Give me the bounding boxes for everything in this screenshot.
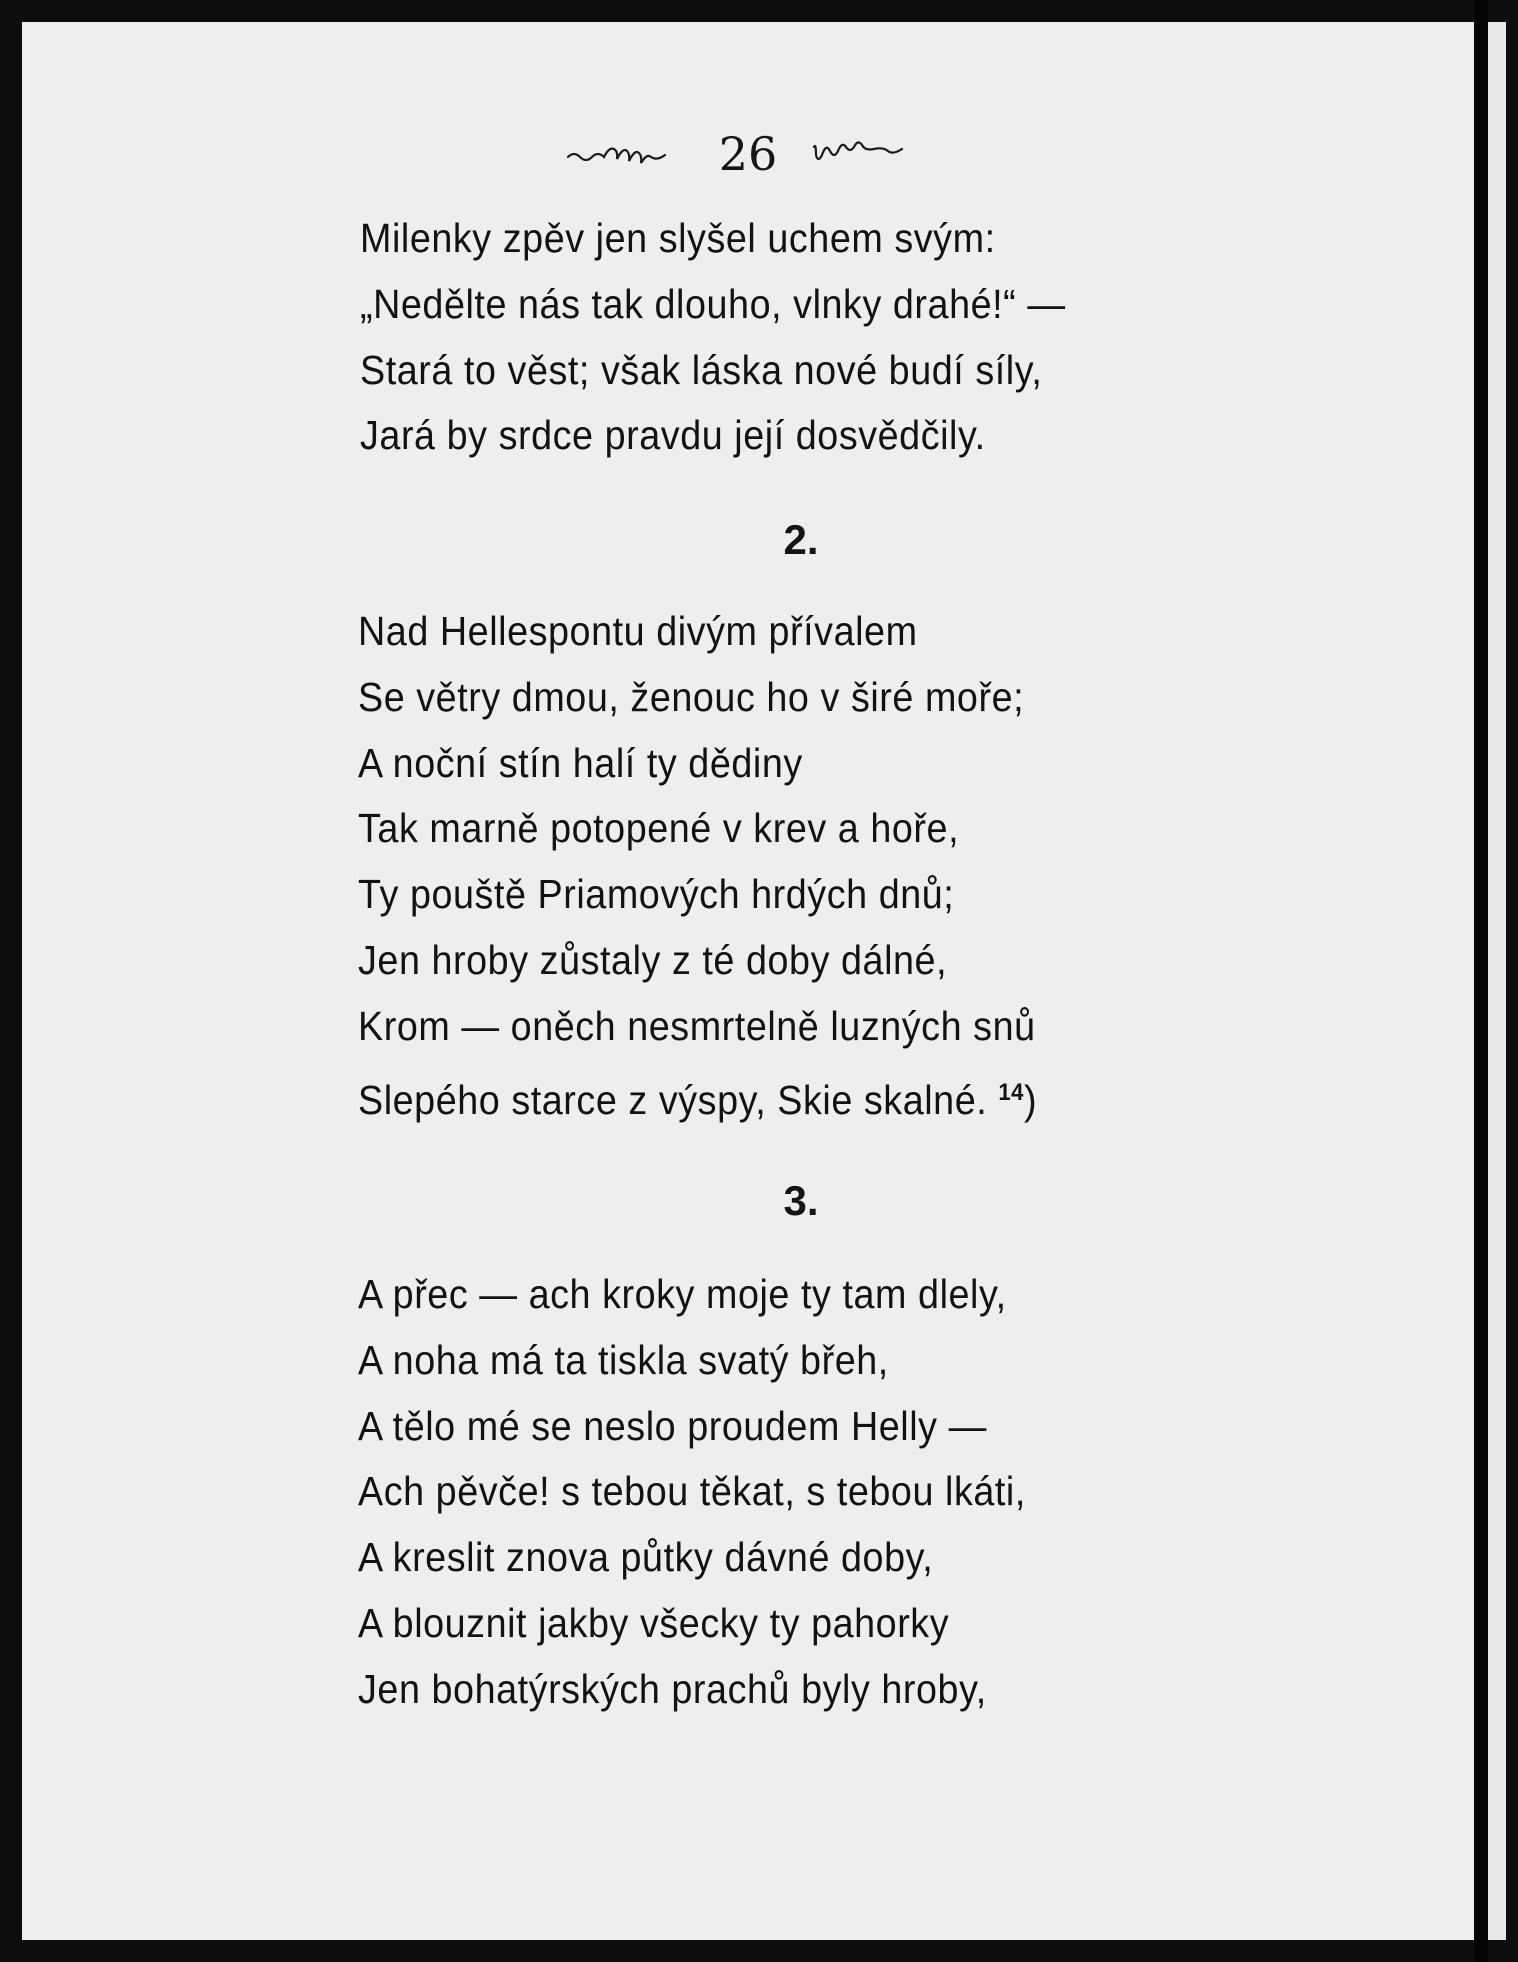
verse-line: Jará by srdce pravdu její dosvědčily. <box>360 412 986 459</box>
left-wave-ornament <box>566 141 686 167</box>
verse-line: Jen bohatýrských prachů byly hroby, <box>358 1665 987 1712</box>
right-wave-ornament <box>810 141 930 167</box>
page-number: 26 <box>718 127 778 181</box>
verse-line: Tak marně potopené v krev a hoře, <box>358 805 960 852</box>
verse-line: A noha má ta tiskla svatý břeh, <box>358 1336 889 1383</box>
verse-line <box>358 1060 1037 1126</box>
verse-line: A přec — ach kroky moje ty tam dlely, <box>358 1271 1007 1317</box>
verse-line: Jen hroby zůstaly z té doby dálné, <box>358 936 948 983</box>
book-page <box>22 22 1474 1940</box>
verse-line: „Nedělte nás tak dlouho, vlnky drahé!“ — <box>360 280 1066 327</box>
verse-line: Ach pěvče! s tebou těkat, s tebou lkáti, <box>358 1468 1026 1515</box>
verse-line: Stará to věst; však láska nové budí síly, <box>360 346 1043 393</box>
stanza-3 <box>358 1262 1026 1723</box>
verse-line: A tělo mé se neslo proudem Helly — <box>358 1402 987 1449</box>
footnote-paren: ) <box>1023 1076 1038 1123</box>
verse-line: Milenky zpěv jen slyšel uchem svým: <box>360 215 996 261</box>
stanza-1 <box>360 206 1066 469</box>
verse-line: A noční stín halí ty dědiny <box>358 739 803 786</box>
section-heading-3: 3. <box>783 1177 819 1224</box>
footnote-marker: 14 <box>998 1078 1024 1106</box>
binding-shadow <box>1474 0 1488 1962</box>
stanza-2 <box>358 599 1037 1125</box>
verse-line: Ty pouště Priamových hrdých dnů; <box>358 871 955 918</box>
verse-line: A kreslit znova půtky dávné doby, <box>358 1534 934 1581</box>
verse-line: Krom — oněch nesmrtelně luzných snů <box>358 1002 1036 1049</box>
verse-line-text: Slepého starce z výspy, Skie skalné. <box>358 1076 988 1123</box>
verse-line: Nad Hellespontu divým přívalem <box>358 608 918 654</box>
page-header <box>22 120 1474 184</box>
verse-line: Se větry dmou, ženouc ho v širé moře; <box>358 673 1025 720</box>
verse-line: A blouznit jakby všecky ty pahorky <box>358 1599 950 1646</box>
section-heading-2: 2. <box>783 516 819 563</box>
adjacent-page-edge <box>1488 22 1506 1940</box>
